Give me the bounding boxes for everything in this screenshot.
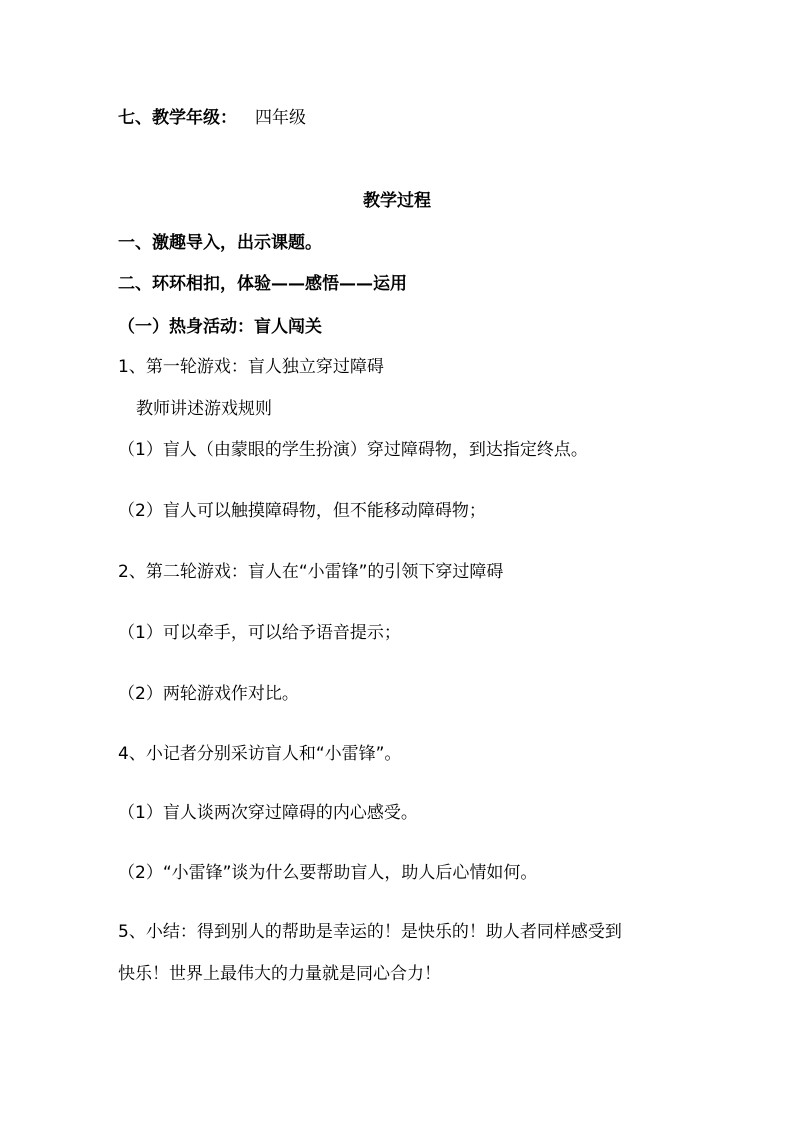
subsection-warmup: （一）热身活动：盲人闯关 bbox=[118, 317, 322, 337]
process-title: 教学过程 bbox=[363, 191, 431, 211]
interview-item-1: （1）盲人谈两次穿过障碍的内心感受。 bbox=[118, 803, 418, 823]
interview-item-2: （2）“小雷锋”谈为什么要帮助盲人，助人后心情如何。 bbox=[118, 863, 538, 883]
rule-item-1: （1）盲人（由蒙眼的学生扮演）穿过障碍物，到达指定终点。 bbox=[118, 440, 588, 460]
section-experience: 二、环环相扣，体验——感悟——运用 bbox=[118, 274, 407, 294]
round-two-heading: 2、第二轮游戏：盲人在“小雷锋”的引领下穿过障碍 bbox=[118, 562, 504, 582]
round-two-item-2: （2）两轮游戏作对比。 bbox=[118, 684, 299, 704]
grade-label: 七、教学年级： bbox=[118, 108, 237, 128]
summary-line-1: 5、小结：得到别人的帮助是幸运的！是快乐的！助人者同样感受到 bbox=[118, 922, 622, 942]
rule-item-2: （2）盲人可以触摸障碍物，但不能移动障碍物； bbox=[118, 501, 486, 521]
section-intro: 一、激趣导入，出示课题。 bbox=[118, 233, 322, 253]
round-one-heading: 1、第一轮游戏：盲人独立穿过障碍 bbox=[118, 357, 384, 377]
round-two-item-1: （1）可以牵手，可以给予语音提示； bbox=[118, 623, 401, 643]
rules-intro: 教师讲述游戏规则 bbox=[136, 399, 272, 419]
interview-heading: 4、小记者分别采访盲人和“小雷锋”。 bbox=[118, 744, 402, 764]
summary-line-2: 快乐！世界上最伟大的力量就是同心合力！ bbox=[118, 964, 441, 984]
grade-value: 四年级 bbox=[255, 108, 306, 128]
grade-line bbox=[118, 107, 306, 129]
